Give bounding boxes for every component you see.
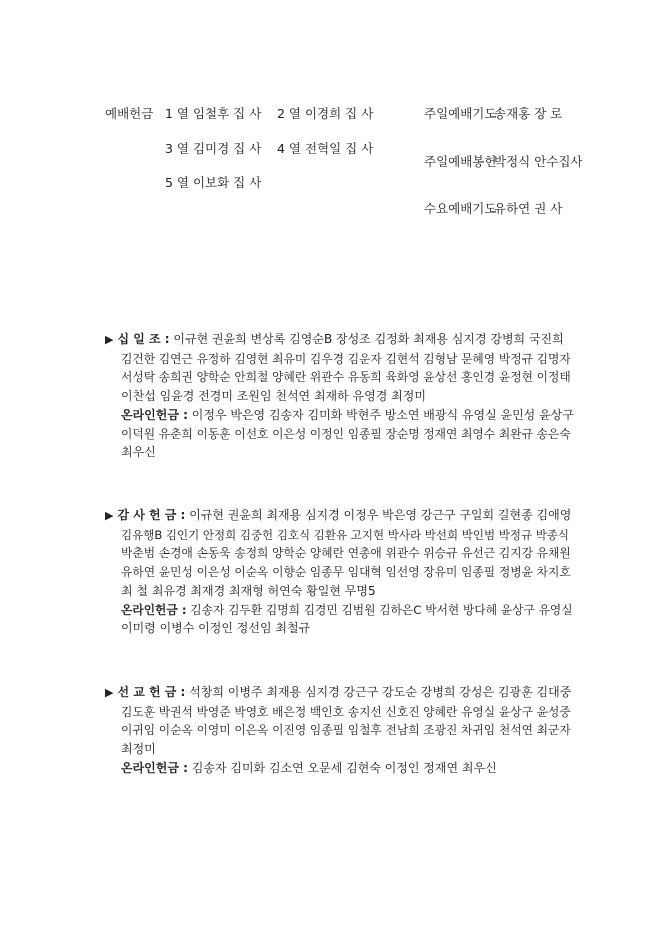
arrow-marker-icon: ▶ <box>105 509 114 522</box>
name-line: 최정미 <box>121 742 156 757</box>
name-line: 최 철 최유경 최재경 최재형 허연숙 황일현 무명5 <box>121 583 376 598</box>
name-line: 박춘범 손경애 손동욱 송정희 양학순 양혜란 연총애 위관수 위승규 유선근 김지강 유채원 <box>121 546 571 561</box>
offering-row3-a: 5 열 이보화 집 사 <box>165 175 262 190</box>
section-title: 십 일 조 : <box>117 332 170 346</box>
online-offering-title: 온라인헌금 : <box>121 760 188 775</box>
name-line: 김건한 김연근 유정하 김영현 최유미 김우경 김운자 김현석 김형남 문혜영 박정규 김명자 <box>121 351 571 366</box>
arrow-marker-icon: ▶ <box>105 686 114 699</box>
name-line: 이규현 권윤희 최재용 심지경 이정우 박은영 강근구 구일회 길현종 김애영 <box>189 508 572 522</box>
missions-section <box>105 683 575 778</box>
tithe-section <box>105 330 575 462</box>
section-title: 감 사 헌 금 : <box>117 508 186 522</box>
name-line: 이찬섭 임윤경 전경미 조원임 천석연 최재하 유영경 최정미 <box>121 389 426 404</box>
name-line: 이정우 박은영 김송자 김미화 박현주 방소연 배광식 유영실 윤민성 윤상구 <box>191 407 574 422</box>
offering-label: 예배헌금 <box>105 106 154 121</box>
thanksgiving-section <box>105 506 575 638</box>
role-label: 수요예배기도 <box>424 201 497 216</box>
name-line: 이규현 권윤희 변상록 김영순B 장성조 김정화 최재용 심지경 강병희 국진희 <box>173 332 564 346</box>
role-person: 박정식 안수집사 <box>494 154 583 169</box>
online-offering-title: 온라인헌금 : <box>121 407 188 422</box>
name-line: 유하연 윤민성 이은성 이순옥 이향순 임종무 임대혁 임선영 장유미 임종필 정병윤 차지호 <box>121 565 571 580</box>
name-line: 석창희 이병주 최재용 심지경 강근구 강도순 강병희 강성은 김광훈 김대중 <box>189 685 572 699</box>
offering-row2-a: 3 열 김미경 집 사 <box>165 141 262 156</box>
name-line: 이미령 이병수 이정인 정선임 최철규 <box>121 621 311 636</box>
name-line: 김송자 김두환 김명희 김경민 김범원 김하은C 박서현 방다혜 윤상구 유영실 <box>190 602 573 617</box>
name-line: 이귀임 이순옥 이영미 이은옥 이진영 임종필 임철후 전남희 조광진 차귀임 천석연 최군자 <box>121 723 571 738</box>
section-title: 선 교 헌 금 : <box>117 685 186 699</box>
online-offering-title: 온라인헌금 : <box>121 602 187 617</box>
offering-row1-b: 2 열 이경희 집 사 <box>277 106 374 121</box>
name-line: 이덕원 유춘희 이동훈 이선호 이은성 이정인 임종필 장순명 정재연 최영수 최완규 송은숙 <box>121 426 571 441</box>
role-person: 유하연 권 사 <box>494 201 563 216</box>
arrow-marker-icon: ▶ <box>105 333 114 346</box>
name-line: 서성탁 송희권 양학순 안희철 양혜란 위관수 유동희 육화영 윤상선 홍인경 윤정현 이정태 <box>121 370 571 385</box>
name-line: 김유행B 김인기 안정희 김중헌 김호식 김환유 고지현 박사라 박선희 박인범 박정규 박종식 <box>121 527 570 542</box>
role-label: 주일예배기도 <box>424 106 497 121</box>
offering-row2-b: 4 열 전혁일 집 사 <box>277 141 374 156</box>
name-line: 최우신 <box>121 445 156 460</box>
name-line: 김송자 김미화 김소연 오문세 김현숙 이정인 정재연 최우신 <box>191 760 497 775</box>
name-line: 김도훈 박권석 박영준 박영호 배은정 백인호 송지선 신호진 양혜란 유영실 윤상구 윤성중 <box>121 704 571 719</box>
offering-row1-a: 1 열 임철후 집 사 <box>165 106 262 121</box>
role-label: 주일예배봉헌 <box>424 154 497 169</box>
role-person: 송재홍 장 로 <box>494 106 563 121</box>
